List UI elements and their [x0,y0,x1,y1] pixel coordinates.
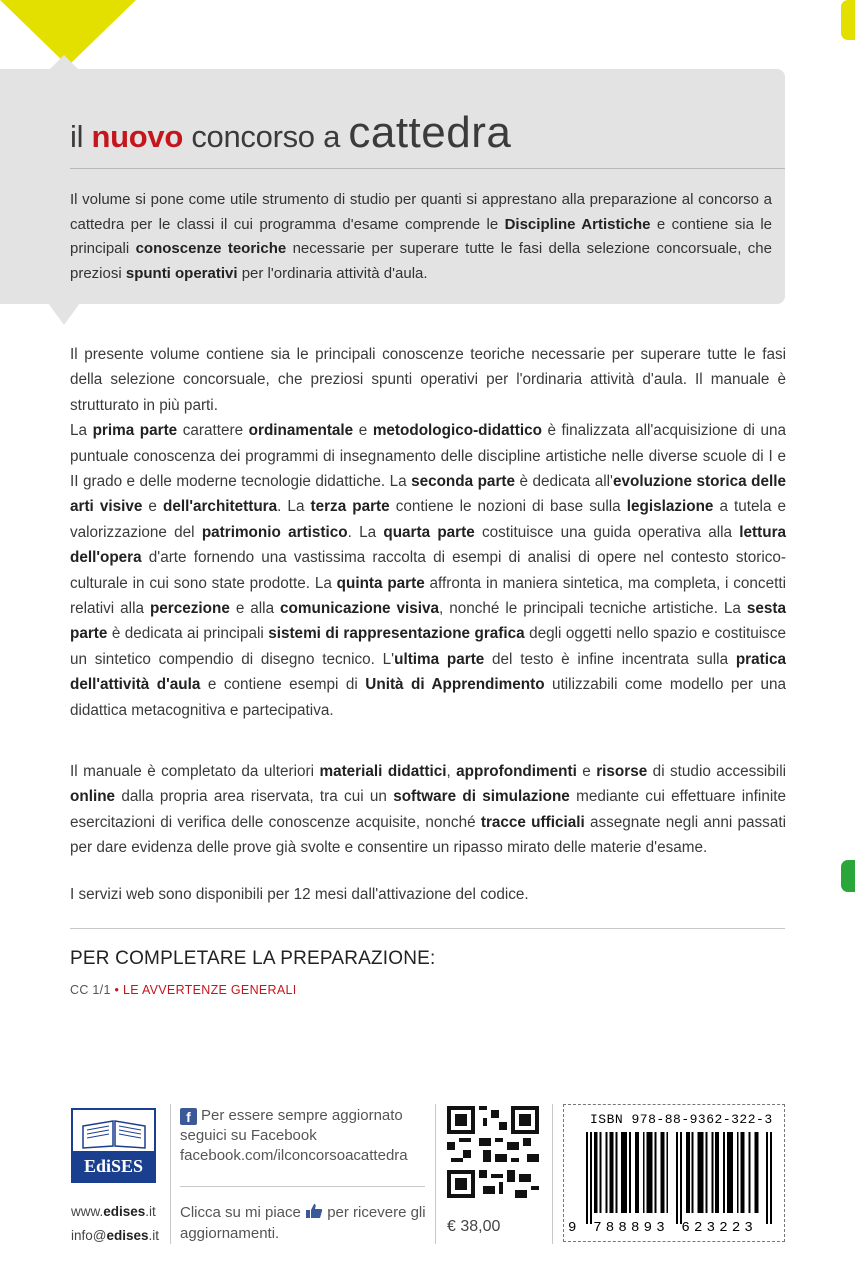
title-divider [70,168,785,169]
section-divider [70,928,785,929]
description-paragraph: Il presente volume contiene sia le principali conoscenze teoriche necessarie per superare tutte le fasi della selezione concorsuale, che preziosi spunti operativi per l'ordinaria attività d'aula. Il manuale è strutturato in più parti. La prima parte carattere ordinamentale e metodologico-didattico è finalizzata all'acquisizione di una puntuale conoscenza dei programmi di insegnamento delle discipline artistiche nelle diverse scuole di I e II grado e delle moderne tecnologie didattiche. La seconda parte è dedicata all'evoluzione storica delle arti visive e dell'architettura. La terza parte contiene le nozioni di base sulla legislazione a tutela e valorizzazione del patrimonio artistico. La quarta parte costituisce una guida operativa alla lettura dell'opera d'arte fornendo una vastissima raccolta di esempi di analisi di opere nel contesto storico-culturale in cui sono state prodotte. La quinta parte affronta in maniera sintetica, ma completa, i concetti relativi alla percezione e alla comunicazione visiva, nonché le principali tecniche artistiche. La sesta parte è dedicata ai principali sistemi di rappresentazione grafica degli oggetti nello spazio e costituisce un sintetico compendio di disegno tecnico. L'ultima parte del testo è infine incentrata sulla pratica dell'attività d'aula e contiene esempi di Unità di Apprendimento utilizzabili come modello per una didattica metacognitiva e partecipativa. [70,346,787,719]
title-a: a [323,119,341,154]
isbn-label: ISBN 978-88-9362-322-3 [590,1112,773,1127]
intro-paragraph: Il volume si pone come utile strumento di studio per quanti si apprestano alla preparazione al concorso a cattedra per le classi il cui programma d'esame comprende le Discipline Artistiche e contiene sia le principali conoscenze teoriche necessarie per superare tutte le fasi della selezione concorsuale, che preziosi spunti operativi per l'ordinaria attività d'aula. [70,191,773,282]
book-icon [79,1116,149,1150]
footer-divider-1 [170,1104,171,1244]
yellow-edge-tab [841,0,855,40]
footer-divider-2 [435,1104,436,1244]
price-label: € 38,00 [447,1218,501,1235]
completion-heading: PER COMPLETARE LA PREPARAZIONE: [70,948,436,969]
completion-bullet: • [114,983,120,997]
page-title [70,108,511,158]
fb-line-1: Per essere sempre aggiornato [201,1107,403,1124]
edises-logo [71,1108,156,1183]
website-link[interactable]: www.edises.it [71,1204,156,1219]
title-nuovo: nuovo [91,119,184,154]
facebook-block [180,1106,425,1166]
barcode-icon [586,1132,772,1224]
facebook-page-link[interactable]: facebook.com/ilconcorsoacattedra [180,1147,408,1164]
footer-divider-3 [552,1104,553,1244]
like-prompt: Clicca su mi piace per ricevere gli aggiornamenti. [180,1204,426,1242]
green-edge-tab [841,860,855,892]
title-cattedra: cattedra [348,108,512,157]
facebook-icon: f [180,1108,197,1125]
title-il: il [70,119,84,154]
fb-divider [180,1186,425,1187]
completion-link[interactable]: LE AVVERTENZE GENERALI [122,983,297,997]
title-concorso: concorso [191,119,315,154]
completion-reference [70,983,297,997]
grey-box-notch-bottom [48,303,80,325]
thumbs-up-icon [305,1203,323,1219]
completion-code: CC 1/1 [70,983,111,997]
ean-digits: 9 788893 623223 [568,1220,758,1236]
web-services-note: I servizi web sono disponibili per 12 mesi dall'attivazione del codice. [70,886,529,903]
email-link[interactable]: info@edises.it [71,1228,160,1243]
publisher-contacts [71,1200,159,1248]
qr-code-icon[interactable] [447,1106,539,1198]
online-resources-paragraph: Il manuale è completato da ulteriori materiali didattici, approfondimenti e risorse di studio accessibili online dalla propria area riservata, tra cui un software di simulazione mediante cui effettuare infinite esercitazioni di verifica delle conoscenze acquisite, nonché tracce ufficiali assegnate negli anni passati per dare evidenza delle prove già svolte e consentire un ripasso mirato delle materie d'esame. [70,763,786,857]
fb-line-2: seguici su Facebook [180,1127,317,1144]
logo-brand-text: EdiSES [73,1151,154,1181]
